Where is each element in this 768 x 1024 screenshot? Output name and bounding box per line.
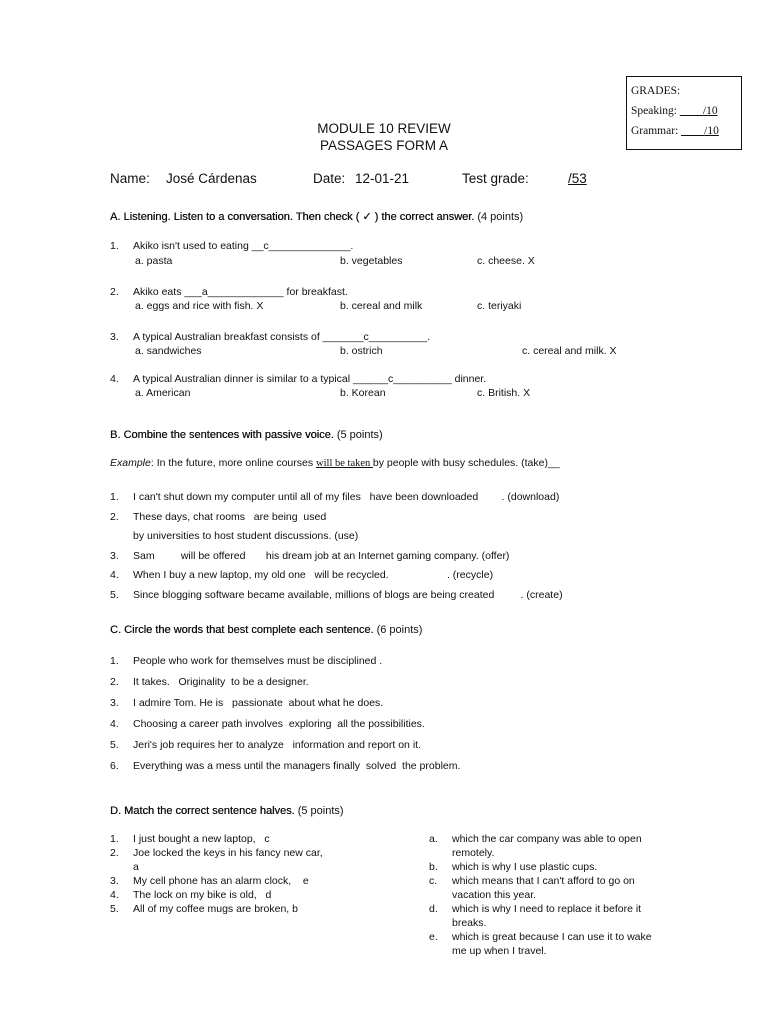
item-letter: c. (429, 875, 438, 887)
option-a: a. pasta (135, 255, 173, 267)
question-text: A typical Australian breakfast consists of _______c__________. (133, 331, 431, 343)
date-label: Date: (313, 171, 346, 186)
option-b: b. ostrich (340, 345, 383, 357)
option-b: b. Korean (340, 387, 386, 399)
item-number: 6. (110, 760, 119, 772)
example-answer: will be taken (316, 458, 373, 469)
item-text: I just bought a new laptop, c (133, 833, 270, 845)
item-text-cont: remotely. (452, 847, 495, 859)
option-a: a. American (135, 387, 191, 399)
item-text: The lock on my bike is old, d (133, 889, 272, 901)
section-a-title: A. Listening. Listen to a conversation. Then check ( ✓ ) the correct answer. (110, 211, 475, 223)
item-answer: a (133, 861, 139, 873)
page-title: MODULE 10 REVIEW (317, 121, 451, 136)
date-value: 12-01-21 (355, 171, 410, 186)
item-text: I admire Tom. He is passionate about what he does. (133, 697, 384, 709)
section-c-points: (6 points) (376, 624, 423, 636)
test-grade-label: Test grade: (462, 171, 529, 186)
question-number: 3. (110, 331, 119, 343)
item-number: 2. (110, 676, 119, 688)
item-number: 3. (110, 550, 119, 562)
item-text: Sam will be offered his dream job at an Internet gaming company. (offer) (133, 550, 510, 562)
item-letter: e. (429, 931, 438, 943)
example-pre: : In the future, more online courses (150, 457, 317, 469)
item-text: It takes. Originality to be a designer. (133, 676, 309, 688)
option-b: b. cereal and milk (340, 300, 423, 312)
item-number: 3. (110, 697, 119, 709)
item-number: 1. (110, 655, 119, 667)
speaking-blank: ____ (679, 105, 703, 117)
section-b-title: B. Combine the sentences with passive voice. (110, 429, 334, 441)
item-text: by universities to host student discussions. (use) (133, 530, 359, 542)
item-number: 4. (110, 718, 119, 730)
question-number: 4. (110, 373, 119, 385)
option-a: a. eggs and rice with fish. X (135, 300, 264, 312)
item-text: which is great because I can use it to wake (452, 931, 652, 943)
item-letter: a. (429, 833, 438, 845)
item-text: These days, chat rooms are being used (133, 511, 327, 523)
name-value: José Cárdenas (166, 171, 257, 186)
item-number: 4. (110, 569, 119, 581)
item-text: Everything was a mess until the managers finally solved the problem. (133, 760, 461, 772)
section-d-points: (5 points) (297, 805, 344, 817)
grammar-blank: ____ (681, 125, 705, 137)
item-text: which is why I need to replace it before it (452, 903, 642, 915)
item-text: People who work for themselves must be disciplined . (133, 655, 383, 667)
option-c: c. teriyaki (477, 300, 522, 312)
item-number: 5. (110, 903, 119, 915)
item-text: Joe locked the keys in his fancy new car, (133, 847, 323, 859)
grammar-label: Grammar: (631, 125, 679, 137)
item-text: I can't shut down my computer until all of my files have been downloaded . (download) (133, 491, 560, 503)
example-label: Example (110, 457, 151, 469)
option-c: c. British. X (477, 387, 531, 399)
option-a: a. sandwiches (135, 345, 202, 357)
item-text: Choosing a career path involves exploring all the possibilities. (133, 718, 425, 730)
item-number: 5. (110, 589, 119, 601)
item-text: When I buy a new laptop, my old one will be recycled. . (recycle) (133, 569, 494, 581)
item-text-cont: vacation this year. (452, 889, 537, 901)
page-subtitle: PASSAGES FORM A (319, 138, 449, 153)
item-text: which the car company was able to open (452, 833, 642, 845)
item-text: which means that I can't afford to go on (452, 875, 635, 887)
question-number: 1. (110, 240, 119, 252)
speaking-label: Speaking: (631, 105, 677, 117)
option-b: b. vegetables (340, 255, 403, 267)
section-d-title: D. Match the correct sentence halves. (110, 805, 295, 817)
item-text: which is why I use plastic cups. (452, 861, 598, 873)
section-a-heading (110, 210, 523, 223)
item-text: My cell phone has an alarm clock, e (133, 875, 309, 887)
name-label: Name: (110, 171, 150, 186)
item-number: 1. (110, 491, 119, 503)
example-post: by people with busy schedules. (take)__ (372, 457, 560, 469)
option-c: c. cheese. X (477, 255, 535, 267)
grammar-value: /10 (704, 125, 719, 137)
grades-box (626, 76, 742, 150)
speaking-value: /10 (702, 105, 718, 117)
example-sentence (110, 457, 560, 469)
item-number: 3. (110, 875, 119, 887)
section-d-heading (110, 805, 344, 817)
option-c: c. cereal and milk. X (522, 345, 617, 357)
item-number: 2. (110, 511, 119, 523)
question-text: Akiko isn't used to eating __c______________. (133, 240, 354, 252)
question-text: Akiko eats ___a_____________ for breakfast. (133, 286, 348, 298)
section-c-heading (110, 624, 422, 636)
section-a-points: (4 points) (477, 211, 524, 223)
item-text-cont: me up when I travel. (452, 945, 547, 957)
grades-header: GRADES: (631, 85, 681, 97)
section-b-points: (5 points) (336, 429, 383, 441)
item-text: Jeri's job requires her to analyze information and report on it. (133, 739, 421, 751)
item-letter: b. (429, 861, 438, 873)
section-c-title: C. Circle the words that best complete each sentence. (110, 624, 374, 636)
item-number: 2. (110, 847, 119, 859)
item-number: 5. (110, 739, 119, 751)
test-grade-value: /53 (568, 171, 587, 186)
question-text: A typical Australian dinner is similar to a typical ______c__________ dinner. (133, 373, 487, 385)
section-b-heading (110, 429, 383, 441)
item-text: All of my coffee mugs are broken, b (133, 903, 298, 915)
speaking-grade (631, 101, 741, 121)
item-number: 4. (110, 889, 119, 901)
grammar-grade (631, 121, 741, 141)
item-letter: d. (429, 903, 438, 915)
item-text-cont: breaks. (452, 917, 487, 929)
item-number: 1. (110, 833, 119, 845)
item-text: Since blogging software became available, millions of blogs are being created . (create) (133, 589, 563, 601)
question-number: 2. (110, 286, 119, 298)
